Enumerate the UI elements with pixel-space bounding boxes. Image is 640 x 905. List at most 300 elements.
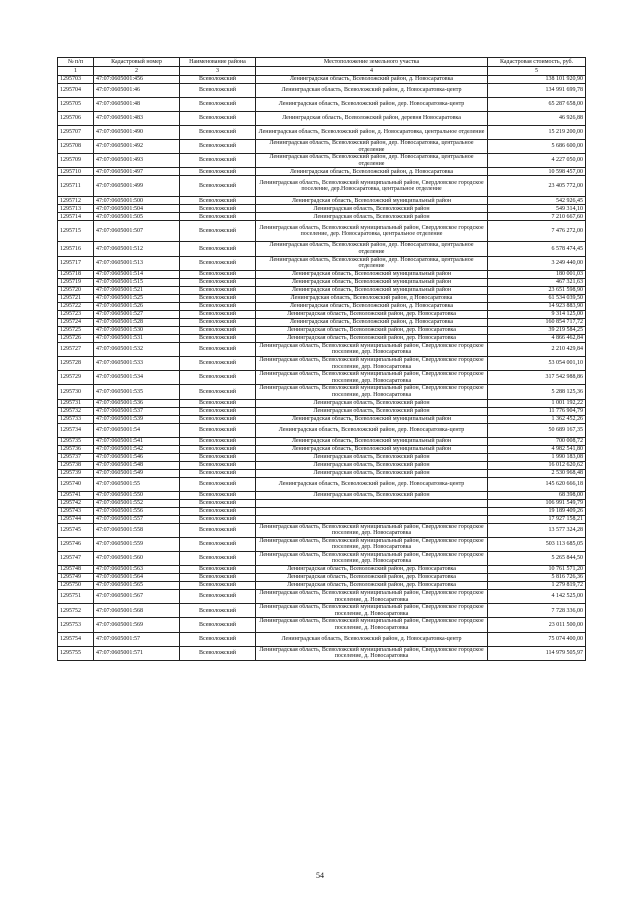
- location-cell: Ленинградская область, Всеволожский муниципальный район, Свердловское городское поселение, дер. Новосаратовка: [256, 342, 488, 356]
- row-number-cell: 1295712: [58, 197, 94, 205]
- cadastral-number-cell: 47:07:0605001:537: [94, 407, 180, 415]
- location-cell: Ленинградская область, Всеволожский район, д. Новосаратовка: [256, 76, 488, 84]
- cadastral-number-cell: 47:07:0605001:568: [94, 604, 180, 618]
- location-cell: Ленинградская область, Всеволожский муниципальный район: [256, 415, 488, 423]
- cadastral-value-cell: 13 577 324,28: [488, 523, 586, 537]
- table-column-number-row: [58, 67, 586, 76]
- cadastral-number-cell: 47:07:0605001:492: [94, 140, 180, 154]
- table-row: [58, 270, 586, 278]
- cadastral-value-cell: 11 776 904,79: [488, 407, 586, 415]
- table-row: [58, 221, 586, 242]
- cadastral-number-cell: 47:07:0605001:534: [94, 371, 180, 385]
- cadastral-value-cell: 15 219 200,00: [488, 126, 586, 140]
- row-number-cell: 1295735: [58, 437, 94, 445]
- location-cell: Ленинградская область, Всеволожский район, дер. Новосаратовка: [256, 566, 488, 574]
- table-row: [58, 469, 586, 477]
- location-cell: [256, 515, 488, 523]
- row-number-cell: 1295709: [58, 154, 94, 168]
- column-number-4: 4: [256, 67, 488, 76]
- table-row: [58, 76, 586, 84]
- cadastral-number-cell: 47:07:0605001:526: [94, 302, 180, 310]
- district-cell: Всеволожский: [180, 477, 256, 491]
- district-cell: Всеволожский: [180, 507, 256, 515]
- row-number-cell: 1295707: [58, 126, 94, 140]
- location-cell: Ленинградская область, Всеволожский муниципальный район, Свердловское городское поселение, дер. Новосаратовка: [256, 551, 488, 565]
- location-cell: Ленинградская область, Всеволожский район: [256, 213, 488, 221]
- row-number-cell: 1295748: [58, 566, 94, 574]
- row-number-cell: 1295730: [58, 385, 94, 399]
- table-row: [58, 537, 586, 551]
- cadastral-number-cell: 47:07:0605001:521: [94, 286, 180, 294]
- location-cell: Ленинградская область, Всеволожский район, д. Новосаратовка-центр: [256, 84, 488, 98]
- table-row: [58, 294, 586, 302]
- district-cell: Всеволожский: [180, 270, 256, 278]
- cadastral-number-cell: 47:07:0605001:497: [94, 168, 180, 176]
- cadastral-value-cell: 114 979 505,97: [488, 646, 586, 660]
- table-row: [58, 604, 586, 618]
- table-row: [58, 646, 586, 660]
- cadastral-number-cell: 47:07:0605001:560: [94, 551, 180, 565]
- row-number-cell: 1295732: [58, 407, 94, 415]
- cadastral-number-cell: 47:07:0605001:567: [94, 590, 180, 604]
- row-number-cell: 1295751: [58, 590, 94, 604]
- location-cell: Ленинградская область, Всеволожский муниципальный район: [256, 270, 488, 278]
- table-row: [58, 423, 586, 437]
- cadastral-table-sheet: [57, 57, 585, 661]
- row-number-cell: 1295723: [58, 310, 94, 318]
- location-cell: Ленинградская область, Всеволожский район, дер. Новосаратовка, центральное отделение: [256, 140, 488, 154]
- cadastral-number-cell: 47:07:0605001:504: [94, 205, 180, 213]
- cadastral-value-cell: 106 991 549,79: [488, 499, 586, 507]
- district-cell: Всеволожский: [180, 302, 256, 310]
- location-cell: Ленинградская область, Всеволожский район, деревня Новосаратовка: [256, 112, 488, 126]
- cadastral-number-cell: 47:07:0605001:55: [94, 477, 180, 491]
- location-cell: Ленинградская область, Всеволожский район: [256, 407, 488, 415]
- location-cell: Ленинградская область, Всеволожский район, д. Новосаратовка: [256, 302, 488, 310]
- district-cell: Всеволожский: [180, 371, 256, 385]
- table-row: [58, 176, 586, 197]
- row-number-cell: 1295742: [58, 499, 94, 507]
- cadastral-number-cell: 47:07:0605001:527: [94, 310, 180, 318]
- cadastral-number-cell: 47:07:0605001:541: [94, 437, 180, 445]
- column-number-2: 2: [94, 67, 180, 76]
- district-cell: Всеволожский: [180, 385, 256, 399]
- column-number-3: 3: [180, 67, 256, 76]
- row-number-cell: 1295743: [58, 507, 94, 515]
- table-row: [58, 205, 586, 213]
- table-row: [58, 566, 586, 574]
- cadastral-value-cell: 2 210 429,84: [488, 342, 586, 356]
- cadastral-value-cell: 9 314 125,00: [488, 310, 586, 318]
- cadastral-value-cell: 1 279 819,72: [488, 582, 586, 590]
- district-cell: Всеволожский: [180, 176, 256, 197]
- location-cell: Ленинградская область, Всеволожский муниципальный район: [256, 197, 488, 205]
- cadastral-value-cell: 39 219 584,25: [488, 326, 586, 334]
- district-cell: Всеволожский: [180, 242, 256, 256]
- cadastral-number-cell: 47:07:0605001:48: [94, 98, 180, 112]
- table-row: [58, 256, 586, 270]
- cadastral-number-cell: 47:07:0605001:507: [94, 221, 180, 242]
- row-number-cell: 1295705: [58, 98, 94, 112]
- table-row: [58, 154, 586, 168]
- district-cell: Всеволожский: [180, 491, 256, 499]
- table-row: [58, 415, 586, 423]
- location-cell: Ленинградская область, Всеволожский муниципальный район, Свердловское городское поселение, дер. Новосаратовка: [256, 385, 488, 399]
- row-number-cell: 1295714: [58, 213, 94, 221]
- cadastral-number-cell: 47:07:0605001:528: [94, 318, 180, 326]
- district-cell: Всеволожский: [180, 318, 256, 326]
- row-number-cell: 1295755: [58, 646, 94, 660]
- table-row: [58, 213, 586, 221]
- district-cell: Всеволожский: [180, 582, 256, 590]
- district-cell: Всеволожский: [180, 356, 256, 370]
- table-row: [58, 445, 586, 453]
- table-row: [58, 168, 586, 176]
- location-cell: Ленинградская область, Всеволожский район, дер. Новосаратовка: [256, 310, 488, 318]
- cadastral-value-cell: 467 321,63: [488, 278, 586, 286]
- cadastral-value-cell: 4 142 525,00: [488, 590, 586, 604]
- table-row: [58, 477, 586, 491]
- cadastral-number-cell: 47:07:0605001:556: [94, 507, 180, 515]
- cadastral-value-cell: 4 227 050,00: [488, 154, 586, 168]
- location-cell: Ленинградская область, Всеволожский муниципальный район, Свердловское городское поселение, дер. Новосаратовка: [256, 356, 488, 370]
- cadastral-value-cell: 7 476 272,00: [488, 221, 586, 242]
- district-cell: Всеволожский: [180, 310, 256, 318]
- cadastral-value-cell: 14 923 883,90: [488, 302, 586, 310]
- row-number-cell: 1295745: [58, 523, 94, 537]
- cadastral-number-cell: 47:07:0605001:493: [94, 154, 180, 168]
- cadastral-number-cell: 47:07:0605001:500: [94, 197, 180, 205]
- cadastral-number-cell: 47:07:0605001:530: [94, 326, 180, 334]
- row-number-cell: 1295704: [58, 84, 94, 98]
- table-row: [58, 342, 586, 356]
- location-cell: Ленинградская область, Всеволожский муниципальный район: [256, 445, 488, 453]
- row-number-cell: 1295750: [58, 582, 94, 590]
- location-cell: Ленинградская область, Всеволожский муниципальный район, Свердловское городское поселение, дер. Новосаратовка: [256, 371, 488, 385]
- row-number-cell: 1295724: [58, 318, 94, 326]
- row-number-cell: 1295733: [58, 415, 94, 423]
- table-row: [58, 491, 586, 499]
- cadastral-value-cell: 5 288 125,36: [488, 385, 586, 399]
- row-number-cell: 1295738: [58, 461, 94, 469]
- cadastral-number-cell: 47:07:0605001:535: [94, 385, 180, 399]
- location-cell: Ленинградская область, Всеволожский район, дер. Новосаратовка, центральное отделение: [256, 256, 488, 270]
- district-cell: Всеволожский: [180, 154, 256, 168]
- cadastral-number-cell: 47:07:0605001:57: [94, 632, 180, 646]
- table-row: [58, 112, 586, 126]
- cadastral-value-cell: 4 982 541,80: [488, 445, 586, 453]
- row-number-cell: 1295703: [58, 76, 94, 84]
- district-cell: Всеволожский: [180, 221, 256, 242]
- district-cell: Всеволожский: [180, 461, 256, 469]
- location-cell: Ленинградская область, Всеволожский муниципальный район, Свердловское городское поселение, дер. Новосаратовка: [256, 537, 488, 551]
- location-cell: Ленинградская область, Всеволожский район, дер. Новосаратовка-центр: [256, 477, 488, 491]
- header-cadastral-value: Кадастровая стоимость, руб.: [488, 58, 586, 67]
- location-cell: Ленинградская область, Всеволожский муниципальный район, Свердловское городское поселение, дер. Новосаратовка, центральное отделение: [256, 221, 488, 242]
- cadastral-number-cell: 47:07:0605001:539: [94, 415, 180, 423]
- table-header-row: [58, 58, 586, 67]
- row-number-cell: 1295710: [58, 168, 94, 176]
- row-number-cell: 1295718: [58, 270, 94, 278]
- location-cell: Ленинградская область, Всеволожский муниципальный район, Свердловское городское поселение, д. Новосаратовка: [256, 604, 488, 618]
- cadastral-value-cell: 65 287 658,00: [488, 98, 586, 112]
- header-location: Местоположение земельного участка: [256, 58, 488, 67]
- cadastral-value-cell: 138 101 920,90: [488, 76, 586, 84]
- cadastral-number-cell: 47:07:0605001:552: [94, 499, 180, 507]
- table-row: [58, 453, 586, 461]
- cadastral-number-cell: 47:07:0605001:514: [94, 270, 180, 278]
- cadastral-value-cell: 4 866 462,84: [488, 334, 586, 342]
- cadastral-number-cell: 47:07:0605001:512: [94, 242, 180, 256]
- location-cell: Ленинградская область, Всеволожский район, дер. Новосаратовка: [256, 334, 488, 342]
- table-row: [58, 515, 586, 523]
- district-cell: Всеволожский: [180, 499, 256, 507]
- district-cell: Всеволожский: [180, 140, 256, 154]
- row-number-cell: 1295753: [58, 618, 94, 632]
- location-cell: Ленинградская область, Всеволожский район: [256, 461, 488, 469]
- district-cell: Всеволожский: [180, 566, 256, 574]
- table-row: [58, 310, 586, 318]
- cadastral-value-cell: 46 926,88: [488, 112, 586, 126]
- location-cell: Ленинградская область, Всеволожский район: [256, 205, 488, 213]
- cadastral-number-cell: 47:07:0605001:505: [94, 213, 180, 221]
- row-number-cell: 1295744: [58, 515, 94, 523]
- row-number-cell: 1295715: [58, 221, 94, 242]
- table-row: [58, 590, 586, 604]
- table-row: [58, 286, 586, 294]
- cadastral-value-cell: 549 314,10: [488, 205, 586, 213]
- cadastral-value-cell: 134 991 699,78: [488, 84, 586, 98]
- cadastral-number-cell: 47:07:0605001:565: [94, 582, 180, 590]
- cadastral-value-cell: 7 210 667,60: [488, 213, 586, 221]
- cadastral-value-cell: 10 761 571,20: [488, 566, 586, 574]
- district-cell: Всеволожский: [180, 84, 256, 98]
- row-number-cell: 1295713: [58, 205, 94, 213]
- district-cell: Всеволожский: [180, 294, 256, 302]
- cadastral-value-cell: 10 598 457,00: [488, 168, 586, 176]
- cadastral-value-cell: 317 542 988,86: [488, 371, 586, 385]
- cadastral-value-cell: 53 054 001,10: [488, 356, 586, 370]
- row-number-cell: 1295717: [58, 256, 94, 270]
- row-number-cell: 1295722: [58, 302, 94, 310]
- row-number-cell: 1295749: [58, 574, 94, 582]
- cadastral-number-cell: 47:07:0605001:546: [94, 453, 180, 461]
- cadastral-number-cell: 47:07:0605001:548: [94, 461, 180, 469]
- location-cell: Ленинградская область, Всеволожский район: [256, 453, 488, 461]
- row-number-cell: 1295746: [58, 537, 94, 551]
- column-number-5: 5: [488, 67, 586, 76]
- location-cell: Ленинградская область, Всеволожский муниципальный район, Свердловское городское поселение, д. Новосаратовка: [256, 618, 488, 632]
- district-cell: Всеволожский: [180, 326, 256, 334]
- district-cell: Всеволожский: [180, 112, 256, 126]
- table-row: [58, 507, 586, 515]
- row-number-cell: 1295740: [58, 477, 94, 491]
- cadastral-value-cell: 5 686 600,00: [488, 140, 586, 154]
- district-cell: Всеволожский: [180, 197, 256, 205]
- cadastral-number-cell: 47:07:0605001:564: [94, 574, 180, 582]
- location-cell: Ленинградская область, Всеволожский муниципальный район: [256, 286, 488, 294]
- table-row: [58, 582, 586, 590]
- district-cell: Всеволожский: [180, 574, 256, 582]
- location-cell: [256, 507, 488, 515]
- row-number-cell: 1295754: [58, 632, 94, 646]
- row-number-cell: 1295721: [58, 294, 94, 302]
- row-number-cell: 1295752: [58, 604, 94, 618]
- row-number-cell: 1295736: [58, 445, 94, 453]
- row-number-cell: 1295739: [58, 469, 94, 477]
- location-cell: Ленинградская область, Всеволожский район, д. Новосаратовка: [256, 168, 488, 176]
- district-cell: Всеволожский: [180, 551, 256, 565]
- cadastral-value-cell: 23 651 598,90: [488, 286, 586, 294]
- cadastral-value-cell: 50 689 167,35: [488, 423, 586, 437]
- cadastral-value-cell: 5 265 844,50: [488, 551, 586, 565]
- location-cell: Ленинградская область, Всеволожский район, д. Новосаратовка: [256, 318, 488, 326]
- row-number-cell: 1295716: [58, 242, 94, 256]
- cadastral-number-cell: 47:07:0605001:557: [94, 515, 180, 523]
- district-cell: Всеволожский: [180, 437, 256, 445]
- cadastral-number-cell: 47:07:0605001:54: [94, 423, 180, 437]
- cadastral-number-cell: 47:07:0605001:532: [94, 342, 180, 356]
- location-cell: Ленинградская область, Всеволожский район: [256, 491, 488, 499]
- table-row: [58, 334, 586, 342]
- row-number-cell: 1295729: [58, 371, 94, 385]
- cadastral-value-cell: 68 398,00: [488, 491, 586, 499]
- cadastral-value-cell: 160 854 717,72: [488, 318, 586, 326]
- cadastral-value-cell: 700 008,72: [488, 437, 586, 445]
- cadastral-value-cell: 23 405 772,00: [488, 176, 586, 197]
- cadastral-value-cell: 3 249 440,00: [488, 256, 586, 270]
- district-cell: Всеволожский: [180, 334, 256, 342]
- cadastral-number-cell: 47:07:0605001:499: [94, 176, 180, 197]
- cadastral-number-cell: 47:07:0605001:550: [94, 491, 180, 499]
- location-cell: Ленинградская область, Всеволожский район, дер. Новосаратовка-центр: [256, 423, 488, 437]
- table-row: [58, 385, 586, 399]
- location-cell: Ленинградская область, Всеволожский муниципальный район, Свердловское городское поселение, д. Новосаратовка: [256, 590, 488, 604]
- cadastral-number-cell: 47:07:0605001:490: [94, 126, 180, 140]
- cadastral-number-cell: 47:07:0605001:571: [94, 646, 180, 660]
- cadastral-value-cell: 19 189 409,26: [488, 507, 586, 515]
- district-cell: Всеволожский: [180, 445, 256, 453]
- location-cell: Ленинградская область, Всеволожский район, дер. Новосаратовка, центральное отделение: [256, 154, 488, 168]
- table-row: [58, 302, 586, 310]
- district-cell: Всеволожский: [180, 590, 256, 604]
- location-cell: Ленинградская область, Всеволожский муниципальный район: [256, 437, 488, 445]
- district-cell: Всеволожский: [180, 453, 256, 461]
- location-cell: Ленинградская область, Всеволожский район, дер. Новосаратовка, центральное отделение: [256, 242, 488, 256]
- row-number-cell: 1295741: [58, 491, 94, 499]
- district-cell: Всеволожский: [180, 469, 256, 477]
- row-number-cell: 1295706: [58, 112, 94, 126]
- table-row: [58, 461, 586, 469]
- table-row: [58, 326, 586, 334]
- district-cell: Всеволожский: [180, 342, 256, 356]
- cadastral-number-cell: 47:07:0605001:513: [94, 256, 180, 270]
- district-cell: Всеволожский: [180, 618, 256, 632]
- cadastral-number-cell: 47:07:0605001:559: [94, 537, 180, 551]
- cadastral-number-cell: 47:07:0605001:542: [94, 445, 180, 453]
- district-cell: Всеволожский: [180, 515, 256, 523]
- cadastral-number-cell: 47:07:0605001:558: [94, 523, 180, 537]
- cadastral-number-cell: 47:07:0605001:536: [94, 399, 180, 407]
- row-number-cell: 1295720: [58, 286, 94, 294]
- table-row: [58, 356, 586, 370]
- district-cell: Всеволожский: [180, 168, 256, 176]
- location-cell: Ленинградская область, Всеволожский район, дер. Новосаратовка: [256, 574, 488, 582]
- table-row: [58, 140, 586, 154]
- district-cell: Всеволожский: [180, 415, 256, 423]
- cadastral-number-cell: 47:07:0605001:483: [94, 112, 180, 126]
- header-district: Наименование района: [180, 58, 256, 67]
- cadastral-value-cell: 61 534 039,50: [488, 294, 586, 302]
- location-cell: Ленинградская область, Всеволожский район: [256, 469, 488, 477]
- cadastral-value-cell: 180 001,03: [488, 270, 586, 278]
- row-number-cell: 1295734: [58, 423, 94, 437]
- location-cell: [256, 499, 488, 507]
- cadastral-value-cell: 145 620 666,18: [488, 477, 586, 491]
- cadastral-value-cell: 542 926,45: [488, 197, 586, 205]
- row-number-cell: 1295725: [58, 326, 94, 334]
- row-number-cell: 1295708: [58, 140, 94, 154]
- location-cell: Ленинградская область, Всеволожский район, дер. Новосаратовка: [256, 582, 488, 590]
- cadastral-value-cell: 503 113 685,05: [488, 537, 586, 551]
- table-row: [58, 126, 586, 140]
- location-cell: Ленинградская область, Всеволожский район, д. Новосаратовка, центральное отделение: [256, 126, 488, 140]
- district-cell: Всеволожский: [180, 76, 256, 84]
- row-number-cell: 1295737: [58, 453, 94, 461]
- location-cell: Ленинградская область, Всеволожский муниципальный район: [256, 278, 488, 286]
- table-row: [58, 197, 586, 205]
- row-number-cell: 1295747: [58, 551, 94, 565]
- district-cell: Всеволожский: [180, 646, 256, 660]
- cadastral-value-cell: 5 816 726,36: [488, 574, 586, 582]
- location-cell: Ленинградская область, Всеволожский район: [256, 399, 488, 407]
- cadastral-value-cell: 1 362 452,26: [488, 415, 586, 423]
- table-row: [58, 574, 586, 582]
- cadastral-value-cell: 23 011 500,00: [488, 618, 586, 632]
- location-cell: Ленинградская область, Всеволожский район, д Новосаратовка: [256, 294, 488, 302]
- table-row: [58, 551, 586, 565]
- cadastral-value-table: [57, 57, 586, 661]
- district-cell: Всеволожский: [180, 205, 256, 213]
- cadastral-number-cell: 47:07:0605001:549: [94, 469, 180, 477]
- header-number: № п/п: [58, 58, 94, 67]
- table-row: [58, 437, 586, 445]
- table-body: [58, 76, 586, 661]
- row-number-cell: 1295728: [58, 356, 94, 370]
- district-cell: Всеволожский: [180, 256, 256, 270]
- cadastral-number-cell: 47:07:0605001:46: [94, 84, 180, 98]
- table-row: [58, 371, 586, 385]
- district-cell: Всеволожский: [180, 278, 256, 286]
- column-number-1: 1: [58, 67, 94, 76]
- cadastral-value-cell: 2 530 968,48: [488, 469, 586, 477]
- cadastral-value-cell: 7 728 336,00: [488, 604, 586, 618]
- cadastral-number-cell: 47:07:0605001:525: [94, 294, 180, 302]
- district-cell: Всеволожский: [180, 523, 256, 537]
- cadastral-number-cell: 47:07:0605001:569: [94, 618, 180, 632]
- district-cell: Всеволожский: [180, 604, 256, 618]
- cadastral-number-cell: 47:07:0605001:456: [94, 76, 180, 84]
- cadastral-value-cell: 1 001 192,22: [488, 399, 586, 407]
- cadastral-value-cell: 6 578 474,45: [488, 242, 586, 256]
- table-row: [58, 523, 586, 537]
- district-cell: Всеволожский: [180, 537, 256, 551]
- cadastral-number-cell: 47:07:0605001:533: [94, 356, 180, 370]
- district-cell: Всеволожский: [180, 213, 256, 221]
- district-cell: Всеволожский: [180, 399, 256, 407]
- table-row: [58, 242, 586, 256]
- location-cell: Ленинградская область, Всеволожский район, д. Новосаратовка-центр: [256, 632, 488, 646]
